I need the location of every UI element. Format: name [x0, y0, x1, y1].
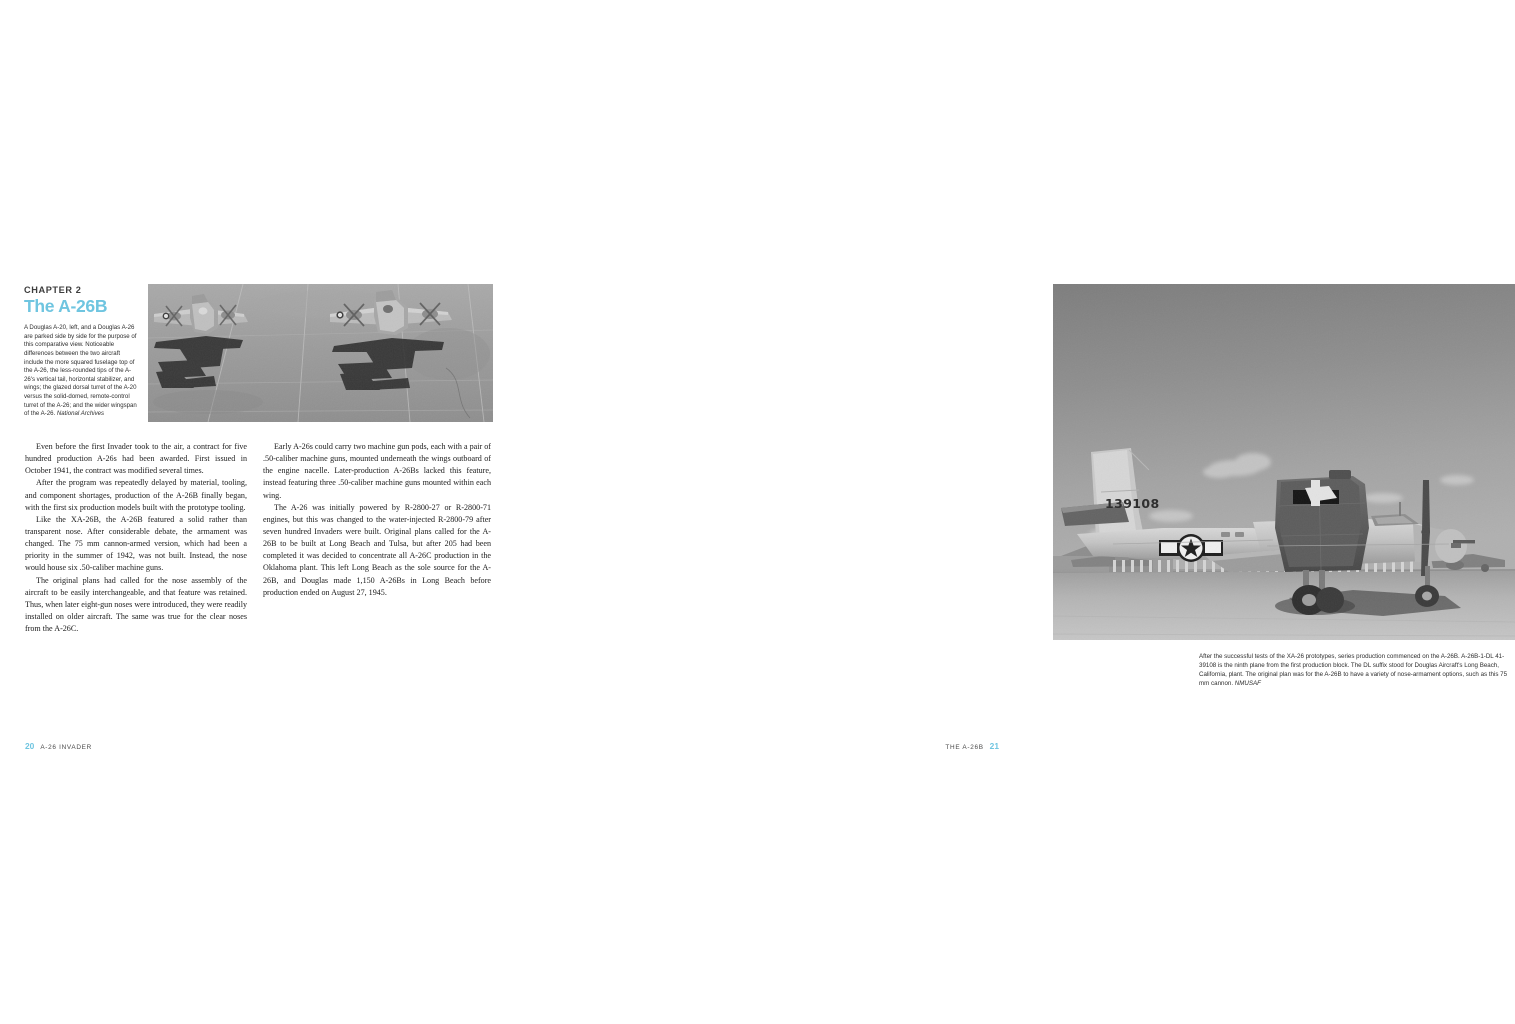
page-number-right: 21: [989, 741, 999, 751]
running-head-left: A-26 INVADER: [40, 744, 92, 751]
right-photo-caption: [1199, 652, 1515, 688]
chapter-eyebrow: CHAPTER 2: [24, 285, 82, 295]
paragraph: Like the XA-26B, the A-26B featured a solid rather than transparent nose. After considerable debate, the armament was changed. The 75 mm cannon-armed version, which had been a priority in the summer of 1942, was not built. Instead, the nose would house six .50-caliber machine guns.: [25, 514, 247, 573]
page-left: [0, 0, 512, 1024]
paragraph: Early A-26s could carry two machine gun pods, each with a pair of .50-caliber machine guns, mounted underneath the wings outboard of the engine nacelle. Later-production A-26Bs lacked this feature, instead featuring three .50-caliber machine guns mounted within each wing.: [263, 442, 491, 500]
running-head-right: THE A-26B: [945, 744, 984, 751]
body-column-two: [263, 441, 491, 599]
left-photo-credit: National Archives: [56, 410, 105, 418]
chapter-heading: [24, 285, 142, 315]
a26b-invader-photo-art: [1053, 284, 1515, 640]
comparative-aircraft-photo-art: [148, 284, 493, 422]
paragraph: After the program was repeatedly delayed by material, tooling, and component shortages, production of the A-26B finally began, with the first six production models built with the prototype tooling.: [25, 478, 247, 512]
chapter-title: The A-26B: [24, 296, 108, 317]
right-photo-caption-text: After the successful tests of the XA-26 prototypes, series production commenced on the A-26B. A-26B-1-DL 41-39108 is the ninth plane from the first production block. The DL suffix stood for Douglas Aircraft's Long Beach, California, plant. The original plan was for the A-26B to have a variety of nose-armament options, such as this 75 mm cannon.: [1199, 653, 1508, 688]
footer-right: [945, 741, 999, 751]
right-photo-credit: NMUSAF: [1234, 680, 1261, 688]
footer-left: [25, 741, 92, 751]
paragraph: The A-26 was initially powered by R-2800-27 or R-2800-71 engines, but this was changed to the water-injected R-2800-79 after seven hundred Invaders were built. Original plans called for the A-26B to be built at Long Beach and Tulsa, but after 205 had been completed it was decided to concentrate all A-26C production in the Oklahoma plant. This left Long Beach as the sole source for the A-26B, and Douglas made 1,150 A-26Bs in Long Beach before production ended on August 27, 1945.: [263, 502, 491, 597]
body-column-one: [25, 441, 247, 635]
paragraph: The original plans had called for the nose assembly of the aircraft to be easily interchangeable, and that feature was retained. Thus, when later eight-gun noses were introduced, they were readily installed on older aircraft. The same was true for the clear noses from the A-26C.: [25, 575, 247, 634]
paragraph: Even before the first Invader took to the air, a contract for five hundred production A-26s had been awarded. First issued in October 1941, the contract was modified several times.: [25, 442, 247, 476]
left-photo-caption: [24, 324, 140, 419]
a26b-invader-photo: [1053, 284, 1515, 640]
page-right: [512, 0, 1508, 1024]
comparative-aircraft-photo: [148, 284, 493, 422]
left-photo-caption-text: A Douglas A-20, left, and a Douglas A-26 are parked side by side for the purpose of this comparative view. Noticeable differences between the two aircraft include the more squared fuselage top of the A-26, the less-rounded tips of the A-26's vertical tail, horizontal stabilizer, and wings; the glazed dorsal turret of the A-20 versus the solid-domed, remote-control turret of the A-26; and the wider wingspan of the A-26.: [24, 324, 137, 418]
page-number-left: 20: [25, 741, 35, 751]
